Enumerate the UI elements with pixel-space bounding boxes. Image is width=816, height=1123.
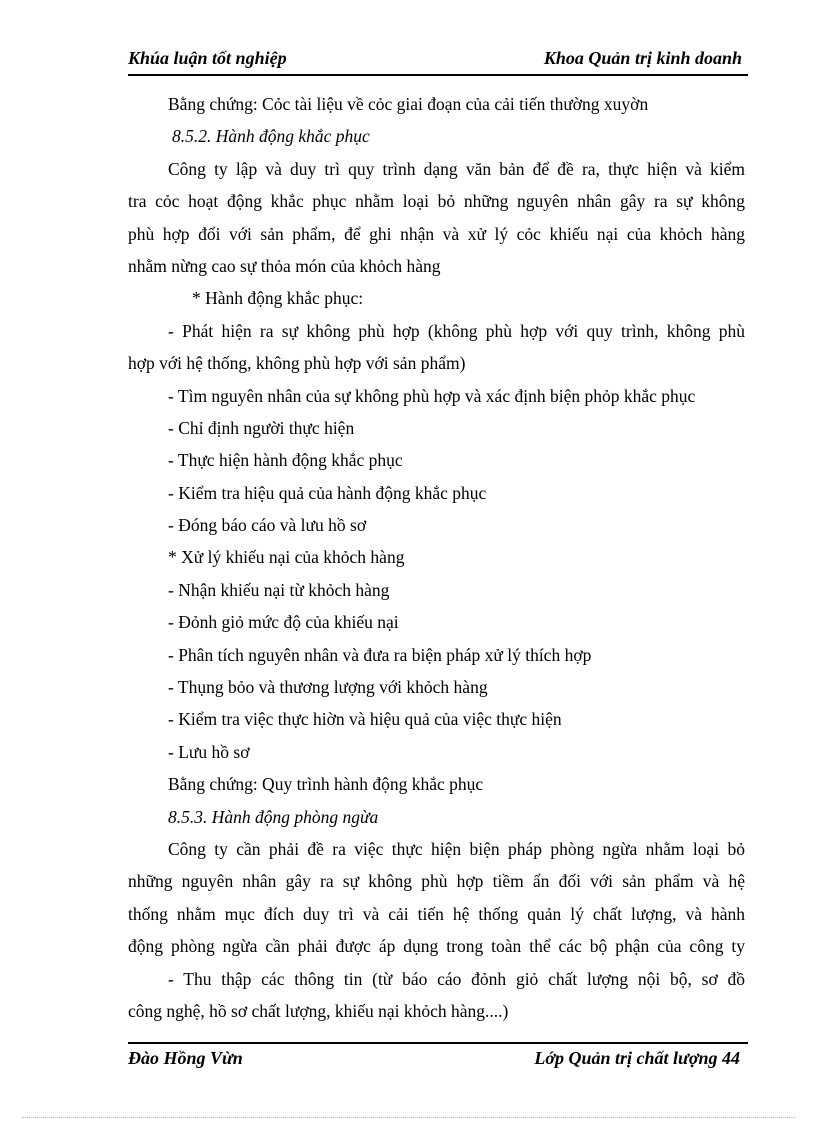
list-item: - Phân tích nguyên nhân và đưa ra biện pháp xử lý thích hợp bbox=[168, 644, 592, 665]
paragraph-line: phù hợp đối với sản phẩm, để ghi nhận và xử lý cỏc khiếu nại của khỏch hàng bbox=[128, 223, 745, 244]
header-thesis-title: Khúa luận tốt nghiệp bbox=[128, 48, 287, 68]
paragraph-line: thống nhằm mục đích duy trì và cải tiến hệ thống quản lý chất lượng, và hành bbox=[128, 903, 745, 924]
paragraph-line: Công ty cần phải đề ra việc thực hiện biện pháp phòng ngừa nhằm loại bỏ bbox=[168, 838, 745, 859]
list-heading: * Hành động khắc phục: bbox=[192, 288, 364, 309]
list-item: - Kiểm tra việc thực hiờn và hiệu quả của việc thực hiện bbox=[168, 709, 562, 730]
paragraph-line: Bằng chứng: Cỏc tài liệu về cỏc giai đoạn của cải tiến thường xuyờn bbox=[168, 94, 649, 114]
list-item: - Phát hiện ra sự không phù hợp (không phù hợp với quy trình, không phù bbox=[168, 320, 745, 341]
page-footer bbox=[128, 1042, 748, 1072]
list-item: công nghệ, hồ sơ chất lượng, khiếu nại khỏch hàng....) bbox=[128, 1000, 509, 1021]
list-item: - Đỏnh giỏ mức độ của khiếu nại bbox=[168, 612, 399, 633]
list-item: - Thụng bỏo và thương lượng với khỏch hàng bbox=[168, 677, 488, 698]
list-item: - Kiểm tra hiệu quả của hành động khắc phục bbox=[168, 482, 487, 503]
list-item: - Tìm nguyên nhân của sự không phù hợp và xác định biện phỏp khắc phục bbox=[168, 385, 696, 406]
paragraph-line: Bằng chứng: Quy trình hành động khắc phục bbox=[168, 774, 484, 795]
header-faculty: Khoa Quản trị kinh doanh bbox=[543, 48, 742, 68]
paragraph-line: Công ty lập và duy trì quy trình dạng văn bản để đề ra, thực hiện và kiểm bbox=[168, 158, 745, 179]
page-header bbox=[128, 48, 748, 76]
list-heading: * Xử lý khiếu nại của khỏch hàng bbox=[168, 547, 405, 568]
section-heading-8-5-2: 8.5.2. Hành động khắc phục bbox=[172, 126, 370, 147]
paragraph-line: những nguyên nhân gây ra sự không phù hợp tiềm ẩn đối với sản phẩm và hệ bbox=[128, 871, 745, 892]
list-item: - Thực hiện hành động khắc phục bbox=[168, 450, 403, 471]
paragraph-line: tra cỏc hoạt động khắc phục nhằm loại bỏ những nguyên nhân gây ra sự không bbox=[128, 191, 745, 212]
list-item: - Đóng báo cáo và lưu hồ sơ bbox=[168, 515, 367, 536]
page-edge-divider bbox=[22, 1117, 796, 1118]
section-heading-8-5-3: 8.5.3. Hành động phòng ngừa bbox=[168, 806, 379, 827]
footer-class: Lớp Quản trị chất lượng 44 bbox=[534, 1048, 740, 1068]
list-item: - Thu thập các thông tin (từ báo cáo đỏnh giỏ chất lượng nội bộ, sơ đồ bbox=[168, 968, 745, 989]
list-item: - Chỉ định người thực hiện bbox=[168, 417, 355, 438]
paragraph-line: nhằm nừng cao sự thỏa món của khỏch hàng bbox=[128, 255, 441, 276]
document-body bbox=[128, 88, 745, 1027]
paragraph-line: động phòng ngừa cần phải được áp dụng trong toàn thể các bộ phận của công ty bbox=[128, 936, 745, 957]
list-item: - Nhận khiếu nại từ khỏch hàng bbox=[168, 579, 390, 600]
list-item: - Lưu hồ sơ bbox=[168, 741, 250, 762]
footer-author: Đào Hồng Vừn bbox=[128, 1048, 243, 1068]
list-item: hợp với hệ thống, không phù hợp với sản phẩm) bbox=[128, 353, 466, 374]
